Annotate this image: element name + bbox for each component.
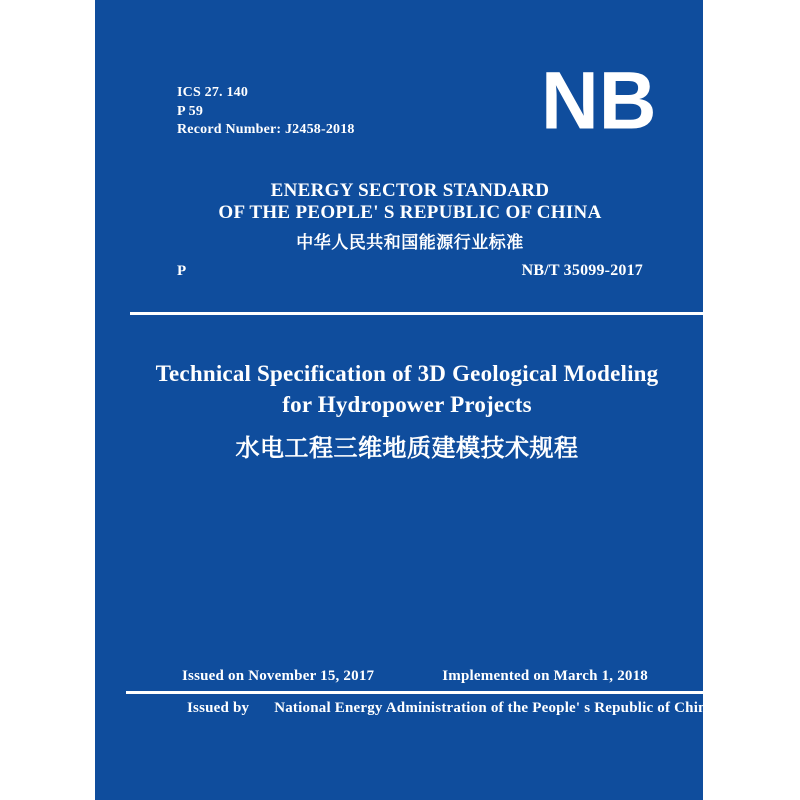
- ics-code: ICS 27. 140: [177, 85, 249, 100]
- classification-code: P 59: [177, 103, 204, 119]
- classification-mark: P: [177, 263, 187, 279]
- classification-row: [177, 262, 643, 280]
- issued-by-value: National Energy Administration of the People' s Republic of China: [274, 700, 715, 716]
- meta-block: [177, 84, 355, 140]
- title-block: [103, 358, 711, 464]
- issued-by-label: Issued by: [187, 700, 250, 716]
- standard-header: [106, 180, 714, 253]
- nb-logo: NB: [541, 55, 657, 146]
- implemented-on-date: Implemented on March 1, 2018: [442, 668, 648, 684]
- standard-cover: [95, 0, 715, 800]
- top-divider-rule: [130, 312, 703, 315]
- bottom-divider-rule: [126, 691, 703, 694]
- title-en-line2: for Hydropower Projects: [282, 392, 532, 417]
- standard-header-en-line2: OF THE PEOPLE' S REPUBLIC OF CHINA: [218, 202, 602, 223]
- standard-header-en-line1: ENERGY SECTOR STANDARD: [270, 180, 550, 201]
- title-en-line1: Technical Specification of 3D Geological Modeling: [155, 361, 659, 386]
- record-number: Record Number: J2458-2018: [177, 122, 355, 137]
- title-zh: 水电工程三维地质建模技术规程: [235, 435, 579, 462]
- standard-number: NB/T 35099-2017: [521, 262, 643, 279]
- footer-issuer-row: [187, 700, 714, 717]
- issued-on-date: Issued on November 15, 2017: [182, 668, 375, 684]
- footer-dates-row: [182, 668, 648, 685]
- standard-header-zh: 中华人民共和国能源行业标准: [296, 233, 524, 252]
